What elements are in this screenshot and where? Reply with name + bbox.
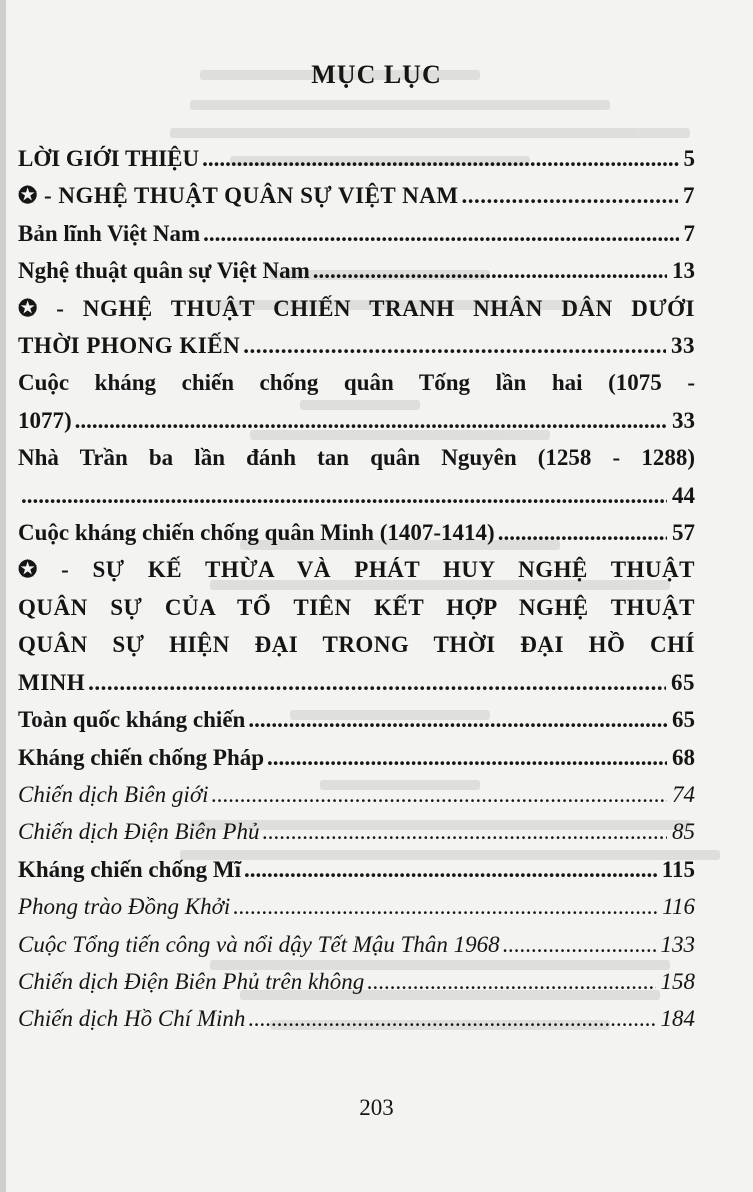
toc-entry-page: 7 — [683, 183, 695, 209]
dot-leader — [243, 327, 666, 364]
toc-entry-label: Bản lĩnh Việt Nam — [18, 220, 201, 246]
toc-entry[interactable] — [18, 851, 695, 888]
toc-entry[interactable] — [18, 514, 695, 551]
toc-entry-line: Nhà Trần ba lần đánh tan quân Nguyên (1258 - 1288) — [18, 445, 695, 471]
toc-entry[interactable] — [18, 215, 695, 252]
toc-entry-row — [18, 664, 695, 701]
dot-leader — [88, 664, 666, 701]
toc-entry-row — [18, 776, 695, 813]
toc-entry-label: Nghệ thuật quân sự Việt Nam — [18, 258, 310, 284]
toc-entry-page: 5 — [683, 146, 695, 171]
table-of-contents — [18, 140, 695, 1038]
toc-entry-page: 65 — [672, 707, 695, 733]
toc-entry-row — [18, 477, 695, 514]
toc-entry-page: 184 — [660, 1006, 695, 1032]
toc-entry-label: Chiến dịch Biên giới — [18, 781, 209, 807]
toc-entry[interactable] — [18, 177, 695, 214]
dot-leader — [75, 402, 667, 439]
toc-entry-label: ✪ - NGHỆ THUẬT QUÂN SỰ VIỆT NAM — [18, 183, 459, 209]
toc-entry-label: Phong trào Đồng Khởi — [18, 894, 231, 920]
toc-entry-label: THỜI PHONG KIẾN — [18, 333, 241, 359]
toc-entry-row — [18, 177, 695, 214]
toc-entry-label: Cuộc kháng chiến chống quân Minh (1407-1414) — [18, 520, 495, 546]
dot-leader — [313, 252, 667, 289]
toc-entry-page: 68 — [672, 744, 695, 770]
toc-entry-line: ✪ - SỰ KẾ THỪA VÀ PHÁT HUY NGHỆ THUẬT — [18, 557, 695, 583]
toc-entry[interactable] — [18, 140, 695, 177]
toc-entry-row — [18, 739, 695, 776]
toc-entry-row — [18, 701, 695, 738]
toc-entry[interactable] — [18, 963, 695, 1000]
toc-entry-row — [18, 851, 695, 888]
dot-leader — [21, 477, 667, 514]
toc-entry-row — [18, 140, 695, 177]
toc-entry-label: Chiến dịch Hồ Chí Minh — [18, 1006, 246, 1032]
toc-entry[interactable] — [18, 926, 695, 963]
toc-entry-label: Chiến dịch Điện Biên Phủ — [18, 819, 260, 845]
dot-leader — [202, 140, 678, 177]
toc-entry[interactable] — [18, 813, 695, 850]
toc-entry-row — [18, 327, 695, 364]
toc-entry-page: 7 — [683, 220, 695, 246]
toc-entry-row — [18, 963, 695, 1000]
toc-entry-row — [18, 926, 695, 963]
dot-leader — [233, 888, 657, 925]
toc-entry-page: 65 — [671, 669, 695, 695]
dot-leader — [248, 1000, 655, 1037]
toc-entry-label: Cuộc Tổng tiến công và nổi dậy Tết Mậu Thân 1968 — [18, 931, 500, 957]
toc-entry-label: Chiến dịch Điện Biên Phủ trên không — [18, 968, 365, 994]
toc-entry-row — [18, 514, 695, 551]
toc-entry-page: 115 — [661, 856, 695, 882]
dot-leader — [498, 514, 667, 551]
dot-leader — [212, 776, 668, 813]
dot-leader — [203, 215, 678, 252]
page-title: MỤC LỤC — [311, 60, 442, 89]
toc-entry[interactable] — [18, 701, 695, 738]
toc-entry-line: Cuộc kháng chiến chống quân Tống lần hai (1075 - — [18, 370, 695, 396]
dot-leader — [248, 701, 667, 738]
page-spine-shadow — [0, 0, 6, 1192]
toc-entry-page: 44 — [672, 482, 695, 508]
toc-entry[interactable] — [18, 888, 695, 925]
toc-entry[interactable] — [18, 290, 695, 365]
toc-entry-page: 133 — [660, 931, 695, 957]
toc-entry-label: Toàn quốc kháng chiến — [18, 707, 246, 733]
toc-entry[interactable] — [18, 739, 695, 776]
toc-entry[interactable] — [18, 551, 695, 701]
toc-entry-row — [18, 402, 695, 439]
toc-entry-row — [18, 888, 695, 925]
toc-entry[interactable] — [18, 1000, 695, 1037]
toc-entry-label: MINH — [18, 669, 86, 695]
toc-entry-page: 33 — [672, 407, 695, 433]
toc-entry[interactable] — [18, 439, 695, 514]
dot-leader — [367, 963, 655, 1000]
toc-entry-row — [18, 813, 695, 850]
toc-entry[interactable] — [18, 776, 695, 813]
toc-entry-label: LỜI GIỚI THIỆU — [18, 146, 200, 171]
toc-entry-label: Kháng chiến chống Pháp — [18, 744, 265, 770]
page-number: 203 — [359, 1095, 394, 1120]
toc-entry-page: 116 — [662, 894, 695, 920]
toc-entry-page: 33 — [671, 333, 695, 359]
toc-entry-page: 158 — [660, 968, 695, 994]
toc-entry-line: QUÂN SỰ HIỆN ĐẠI TRONG THỜI ĐẠI HỒ CHÍ — [18, 632, 695, 658]
dot-leader — [267, 739, 667, 776]
toc-entry-page: 74 — [672, 781, 695, 807]
toc-entry-line: QUÂN SỰ CỦA TỔ TIÊN KẾT HỢP NGHỆ THUẬT — [18, 594, 695, 620]
toc-entry-page: 57 — [672, 520, 695, 546]
toc-entry-label: Kháng chiến chống Mĩ — [18, 856, 242, 882]
toc-entry[interactable] — [18, 364, 695, 439]
dot-leader — [262, 813, 667, 850]
dot-leader — [503, 926, 656, 963]
toc-entry[interactable] — [18, 252, 695, 289]
toc-entry-label: 1077) — [18, 407, 72, 433]
toc-entry-row — [18, 215, 695, 252]
toc-entry-page: 85 — [672, 819, 695, 845]
dot-leader — [462, 177, 678, 214]
toc-entry-row — [18, 1000, 695, 1037]
dot-leader — [244, 851, 657, 888]
toc-entry-row — [18, 252, 695, 289]
toc-entry-line: ✪ - NGHỆ THUẬT CHIẾN TRANH NHÂN DÂN DƯỚI — [18, 295, 695, 321]
toc-entry-page: 13 — [672, 258, 695, 284]
